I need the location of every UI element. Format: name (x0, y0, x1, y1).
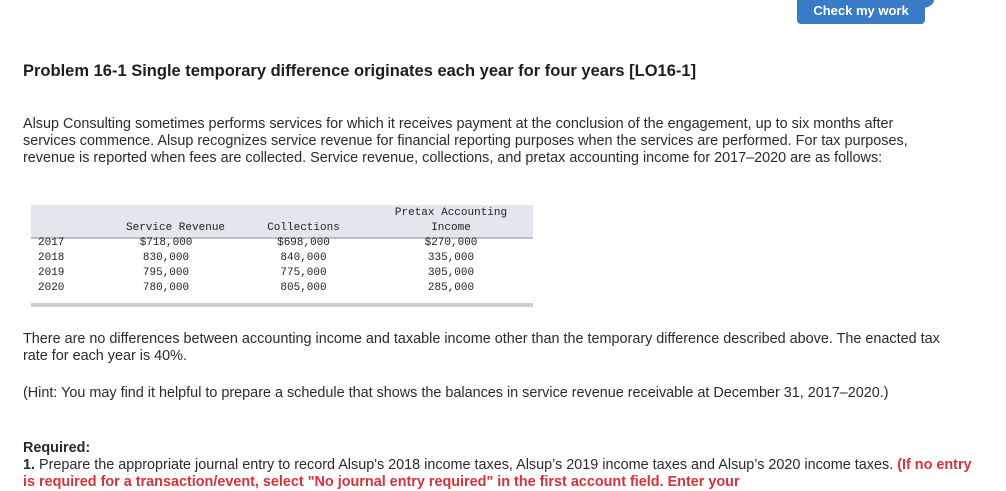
required-item (23, 457, 983, 491)
row-pretax: 335,000 (427, 252, 475, 264)
row-collections: 775,000 (280, 267, 327, 279)
header-pretax-line2: Income (431, 222, 471, 234)
row-pretax: 285,000 (427, 282, 475, 294)
table-bottom-border (31, 303, 533, 307)
problem-title: Problem 16-1 Single temporary difference originates each year for four years [LO16-1] (23, 62, 697, 80)
row-year: 2020 (38, 282, 65, 294)
hint-text: (Hint: You may find it helpful to prepare a schedule that shows the balances in service revenue receivable at December 31, 2017–2020.) (23, 385, 889, 401)
row-service-revenue: 780,000 (142, 282, 190, 294)
row-year: 2017 (38, 237, 65, 249)
required-instruction: (If no entry is required for a transaction/event, select "No journal entry required" in the first account field. Enter your (23, 457, 972, 490)
data-table (31, 205, 533, 307)
required-number: 1. (23, 457, 36, 473)
row-collections: 840,000 (280, 252, 327, 264)
row-service-revenue: $718,000 (139, 237, 193, 249)
required-label: Required: (23, 440, 91, 456)
row-service-revenue: 830,000 (142, 252, 190, 264)
differences-note: There are no differences between accounting income and taxable income other than the temporary difference described above. The enacted tax rate for each year is 40%. (23, 331, 940, 364)
row-pretax: 305,000 (427, 267, 475, 279)
problem-description: Alsup Consulting sometimes performs services for which it receives payment at the conclusion of the engagement, up to six months after services commence. Alsup recognizes service revenue for financial reporting purposes when the services are performed. For tax purposes, revenue is reported when fees are collected. Service revenue, collections, and pretax accounting income for 2017–2020 are as follows: (23, 116, 908, 166)
row-year: 2018 (38, 252, 65, 264)
required-text: Prepare the appropriate journal entry to record Alsup's 2018 income taxes, Alsup’s 2019 income taxes and Alsup’s 2020 income taxes. (39, 457, 894, 473)
row-service-revenue: 795,000 (142, 267, 190, 279)
row-collections: $698,000 (277, 237, 330, 249)
header-collections: Collections (267, 222, 340, 234)
row-collections: 805,000 (280, 282, 327, 294)
header-service-revenue: Service Revenue (126, 222, 226, 234)
row-year: 2019 (38, 267, 65, 279)
check-my-work-button[interactable]: Check my work (797, 0, 925, 24)
row-pretax: $270,000 (424, 237, 478, 249)
header-pretax-line1: Pretax Accounting (394, 207, 508, 219)
